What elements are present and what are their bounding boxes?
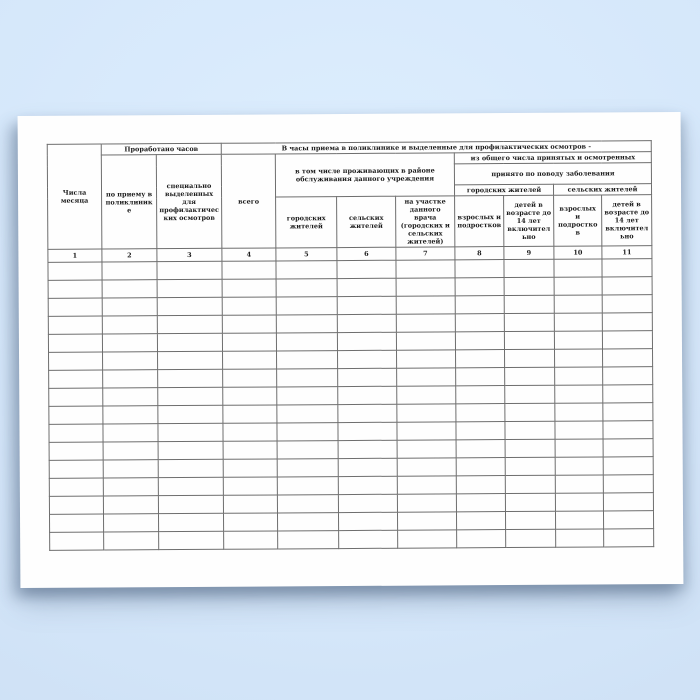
empty-cell bbox=[455, 314, 504, 332]
empty-cell bbox=[222, 261, 276, 279]
empty-cell bbox=[49, 496, 103, 514]
empty-cell bbox=[604, 529, 654, 547]
empty-cell bbox=[103, 370, 158, 388]
header-reception-polyclinic: по приему в поликлинике bbox=[101, 155, 157, 249]
empty-cell bbox=[49, 370, 103, 388]
empty-cell bbox=[555, 349, 603, 367]
empty-data-row bbox=[50, 529, 654, 551]
empty-cell bbox=[222, 315, 276, 333]
empty-cell bbox=[397, 386, 456, 404]
empty-cell bbox=[338, 386, 397, 404]
empty-cell bbox=[157, 333, 222, 351]
column-number-cell: 4 bbox=[222, 248, 276, 261]
header-of-total-group: из общего числа принятых и осмотренных bbox=[454, 152, 651, 164]
empty-cell bbox=[397, 494, 456, 512]
empty-cell bbox=[397, 440, 456, 458]
empty-cell bbox=[277, 351, 338, 369]
empty-cell bbox=[554, 259, 602, 277]
empty-cell bbox=[103, 460, 158, 478]
medical-form-table bbox=[47, 140, 655, 551]
header-residing-group: в том числе проживающих в районе обслуживания данного учреждения bbox=[275, 153, 454, 197]
empty-cell bbox=[104, 532, 159, 550]
empty-cell bbox=[602, 277, 652, 295]
empty-cell bbox=[277, 405, 338, 423]
empty-cell bbox=[505, 475, 555, 493]
empty-cell bbox=[554, 313, 602, 331]
empty-cell bbox=[603, 349, 653, 367]
empty-cell bbox=[158, 513, 223, 531]
header-days-of-month: Числа месяца bbox=[47, 144, 102, 249]
empty-cell bbox=[455, 296, 504, 314]
empty-cell bbox=[102, 280, 157, 298]
empty-cell bbox=[504, 313, 554, 331]
empty-cell bbox=[338, 476, 397, 494]
empty-cell bbox=[504, 259, 554, 277]
empty-cell bbox=[158, 369, 223, 387]
empty-cell bbox=[604, 511, 654, 529]
empty-cell bbox=[457, 512, 506, 530]
empty-cell bbox=[396, 278, 455, 296]
header-children-14-rural: детей в возрасте до 14 лет включительно bbox=[602, 195, 652, 246]
empty-cell bbox=[223, 459, 277, 477]
empty-cell bbox=[397, 458, 456, 476]
empty-cell bbox=[338, 368, 397, 386]
empty-cell bbox=[223, 441, 277, 459]
empty-cell bbox=[158, 387, 223, 405]
empty-cell bbox=[555, 493, 603, 511]
header-urban-subgroup: городских жителей bbox=[455, 184, 554, 196]
empty-cell bbox=[396, 260, 455, 278]
empty-cell bbox=[224, 513, 278, 531]
empty-cell bbox=[398, 530, 457, 548]
empty-cell bbox=[157, 315, 222, 333]
header-rural-subgroup: сельских жителей bbox=[554, 184, 652, 196]
empty-cell bbox=[223, 405, 277, 423]
empty-cell bbox=[338, 422, 397, 440]
empty-cell bbox=[338, 404, 397, 422]
empty-cell bbox=[222, 279, 276, 297]
empty-cell bbox=[277, 495, 338, 513]
empty-cell bbox=[48, 280, 102, 298]
empty-cell bbox=[103, 424, 158, 442]
empty-cell bbox=[456, 440, 505, 458]
empty-cell bbox=[554, 295, 602, 313]
empty-cell bbox=[504, 277, 554, 295]
empty-cell bbox=[603, 457, 653, 475]
empty-cell bbox=[223, 423, 277, 441]
empty-cell bbox=[102, 262, 157, 280]
empty-cell bbox=[456, 458, 505, 476]
empty-cell bbox=[103, 496, 158, 514]
empty-cell bbox=[555, 367, 603, 385]
header-reception-hours-group: В часы приема в поликлинике и выделенные для профилактических осмотров - bbox=[221, 141, 651, 155]
empty-cell bbox=[278, 513, 339, 531]
empty-cell bbox=[276, 297, 337, 315]
empty-cell bbox=[602, 259, 652, 277]
empty-cell bbox=[223, 495, 277, 513]
empty-cell bbox=[338, 494, 397, 512]
empty-cell bbox=[603, 439, 653, 457]
empty-cell bbox=[602, 313, 652, 331]
header-total: всего bbox=[221, 154, 276, 248]
empty-cell bbox=[103, 478, 158, 496]
empty-cell bbox=[505, 439, 555, 457]
empty-cell bbox=[158, 495, 223, 513]
paper-sheet bbox=[18, 112, 684, 588]
header-worked-hours-group: Проработано часов bbox=[101, 143, 221, 155]
empty-cell bbox=[338, 350, 397, 368]
empty-cell bbox=[602, 331, 652, 349]
empty-cell bbox=[337, 260, 396, 278]
empty-cell bbox=[278, 531, 339, 549]
empty-cell bbox=[49, 478, 103, 496]
empty-cell bbox=[455, 332, 504, 350]
column-number-cell: 10 bbox=[554, 246, 602, 259]
empty-cell bbox=[504, 331, 554, 349]
empty-cell bbox=[554, 277, 602, 295]
column-number-cell: 3 bbox=[157, 248, 222, 261]
empty-cell bbox=[456, 368, 505, 386]
header-adults-teens-rural: взрослых и подростков bbox=[554, 195, 602, 246]
empty-cell bbox=[103, 352, 158, 370]
empty-cell bbox=[277, 369, 338, 387]
empty-cell bbox=[556, 529, 604, 547]
empty-cell bbox=[277, 477, 338, 495]
empty-cell bbox=[49, 514, 103, 532]
empty-cell bbox=[223, 477, 277, 495]
empty-cell bbox=[397, 368, 456, 386]
column-number-cell: 11 bbox=[602, 246, 652, 259]
column-number-cell: 1 bbox=[48, 249, 102, 262]
column-number-cell: 7 bbox=[396, 247, 455, 260]
empty-cell bbox=[48, 298, 102, 316]
empty-cell bbox=[337, 332, 396, 350]
header-doctor-precinct: на участке данного врача (городских и сельских жителей) bbox=[396, 196, 455, 247]
empty-cell bbox=[158, 441, 223, 459]
empty-cell bbox=[158, 477, 223, 495]
empty-cell bbox=[505, 457, 555, 475]
header-urban-residents: городских жителей bbox=[276, 197, 337, 248]
empty-cell bbox=[505, 493, 555, 511]
empty-cell bbox=[50, 532, 104, 550]
empty-cell bbox=[397, 422, 456, 440]
empty-cell bbox=[397, 350, 456, 368]
empty-cell bbox=[223, 387, 277, 405]
empty-cell bbox=[277, 387, 338, 405]
empty-cell bbox=[457, 530, 506, 548]
empty-cell bbox=[398, 512, 457, 530]
empty-cell bbox=[49, 424, 103, 442]
empty-cell bbox=[49, 388, 103, 406]
empty-cell bbox=[603, 403, 653, 421]
empty-cell bbox=[157, 279, 222, 297]
header-illness-group: принято по поводу заболевания bbox=[454, 163, 651, 185]
empty-cell bbox=[102, 334, 157, 352]
empty-cell bbox=[396, 296, 455, 314]
empty-cell bbox=[337, 314, 396, 332]
empty-cell bbox=[338, 440, 397, 458]
empty-cell bbox=[338, 458, 397, 476]
empty-cell bbox=[49, 442, 103, 460]
empty-cell bbox=[223, 351, 277, 369]
empty-cell bbox=[103, 442, 158, 460]
empty-cell bbox=[506, 529, 556, 547]
empty-cell bbox=[103, 514, 158, 532]
empty-cell bbox=[555, 475, 603, 493]
empty-cell bbox=[456, 350, 505, 368]
column-number-cell: 5 bbox=[276, 248, 337, 261]
empty-cell bbox=[159, 531, 224, 549]
empty-cell bbox=[397, 476, 456, 494]
empty-cell bbox=[339, 530, 398, 548]
empty-cell bbox=[455, 278, 504, 296]
empty-cell bbox=[48, 262, 102, 280]
empty-cell bbox=[603, 421, 653, 439]
empty-cell bbox=[48, 316, 102, 334]
empty-cell bbox=[222, 297, 276, 315]
empty-cell bbox=[49, 406, 103, 424]
empty-cell bbox=[277, 423, 338, 441]
empty-cell bbox=[456, 404, 505, 422]
empty-cell bbox=[49, 460, 103, 478]
empty-cell bbox=[505, 349, 555, 367]
empty-cell bbox=[456, 422, 505, 440]
column-number-cell: 8 bbox=[455, 247, 504, 260]
empty-cell bbox=[224, 531, 278, 549]
empty-cell bbox=[556, 511, 604, 529]
empty-cell bbox=[158, 351, 223, 369]
header-adults-teens-urban: взрослых и подростков bbox=[455, 196, 504, 247]
column-number-cell: 2 bbox=[102, 249, 157, 262]
header-rural-residents: сельских жителей bbox=[337, 196, 396, 247]
empty-cell bbox=[276, 279, 337, 297]
empty-cell bbox=[337, 296, 396, 314]
empty-cell bbox=[48, 334, 102, 352]
empty-cell bbox=[505, 403, 555, 421]
header-special-preventive: специально выделенных для профилактических осмотров bbox=[156, 154, 222, 248]
empty-cell bbox=[158, 405, 223, 423]
empty-cell bbox=[49, 352, 103, 370]
empty-cell bbox=[277, 459, 338, 477]
empty-cell bbox=[103, 388, 158, 406]
empty-cell bbox=[276, 333, 337, 351]
empty-cell bbox=[456, 494, 505, 512]
empty-cell bbox=[157, 297, 222, 315]
column-number-cell: 9 bbox=[504, 246, 554, 259]
empty-cell bbox=[158, 423, 223, 441]
empty-cell bbox=[455, 260, 504, 278]
empty-cell bbox=[603, 367, 653, 385]
empty-cell bbox=[603, 493, 653, 511]
empty-cell bbox=[603, 475, 653, 493]
empty-cell bbox=[506, 511, 556, 529]
empty-cell bbox=[396, 314, 455, 332]
empty-cell bbox=[504, 295, 554, 313]
empty-cell bbox=[222, 333, 276, 351]
empty-cell bbox=[555, 385, 603, 403]
empty-cell bbox=[555, 421, 603, 439]
empty-cell bbox=[223, 369, 277, 387]
empty-cell bbox=[102, 316, 157, 334]
empty-cell bbox=[505, 421, 555, 439]
empty-cell bbox=[276, 261, 337, 279]
empty-cell bbox=[103, 406, 158, 424]
empty-cell bbox=[157, 261, 222, 279]
empty-cell bbox=[456, 476, 505, 494]
empty-cell bbox=[505, 367, 555, 385]
empty-cell bbox=[555, 439, 603, 457]
header-children-14-urban: детей в возрасте до 14 лет включительно bbox=[504, 195, 554, 246]
empty-cell bbox=[277, 441, 338, 459]
empty-cell bbox=[337, 278, 396, 296]
empty-cell bbox=[603, 385, 653, 403]
empty-cell bbox=[397, 404, 456, 422]
empty-cell bbox=[555, 457, 603, 475]
table-header bbox=[47, 141, 652, 263]
empty-cell bbox=[158, 459, 223, 477]
empty-cell bbox=[505, 385, 555, 403]
empty-cell bbox=[555, 403, 603, 421]
empty-cell bbox=[102, 298, 157, 316]
empty-cell bbox=[339, 512, 398, 530]
empty-cell bbox=[456, 386, 505, 404]
empty-cell bbox=[396, 332, 455, 350]
empty-rows-body bbox=[48, 259, 654, 551]
empty-cell bbox=[276, 315, 337, 333]
empty-cell bbox=[554, 331, 602, 349]
empty-cell bbox=[602, 295, 652, 313]
column-number-cell: 6 bbox=[337, 247, 396, 260]
